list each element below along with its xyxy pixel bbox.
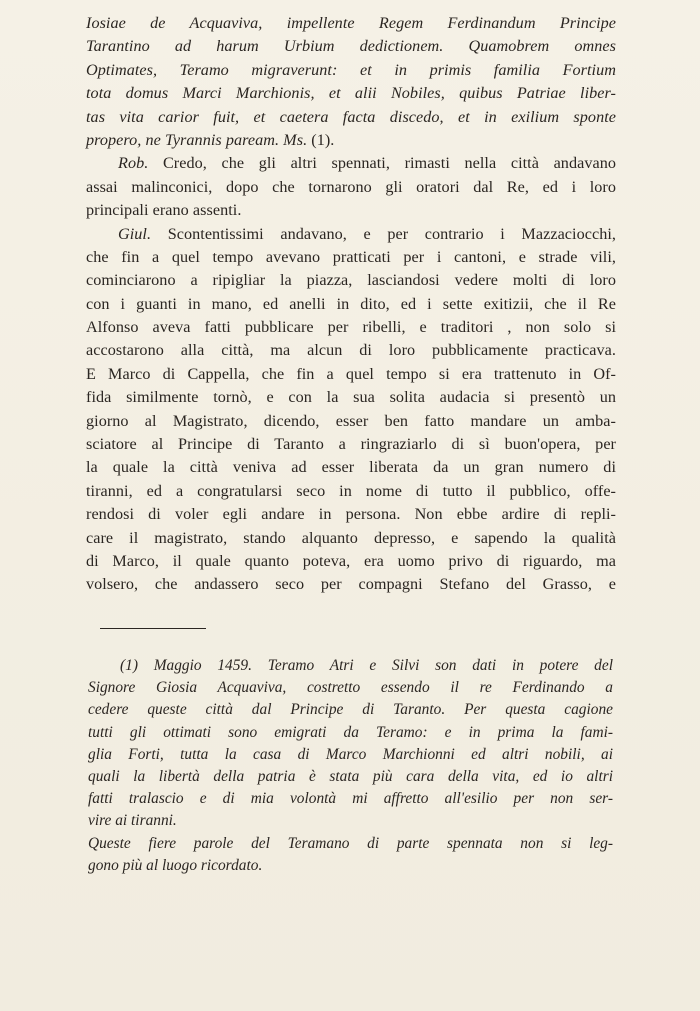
dialogue-text: Credo, che gli altri spennati, rimasti nella città andavano [148, 154, 616, 173]
text-line: assai malinconici, dopo che tornarono gli oratori dal Re, ed i loro [86, 177, 616, 196]
footnote-line: vire ai tiranni. [88, 812, 177, 830]
footnote-line: Queste fiere parole del Teramano di parte spennata non si leg- [88, 834, 613, 852]
text-line: Tarantino ad harum Urbium dedictionem. Quamobrem omnes [86, 37, 616, 56]
text-line: tiranni, ed a congratularsi seco in nome di tutto il pubblico, offe- [86, 481, 616, 500]
text-line: cominciarono a ripigliar la piazza, lasciandosi vedere molti di loro [86, 271, 616, 290]
text-line: la quale la città veniva ad esser liberata da un gran numero di [86, 458, 616, 477]
footnote [88, 655, 613, 877]
text-line: che fin a quel tempo avevano pratticati per i cantoni, e strade vili, [86, 247, 616, 266]
text-line [86, 152, 616, 175]
text-line: sciatore al Principe di Taranto a ringraziarlo di sì buon'opera, per [86, 435, 616, 454]
text-line: fida similmente tornò, e con la sua solita audacia si presentò un [86, 388, 616, 407]
text-line: tota domus Marci Marchionis, et alii Nobiles, quibus Patriae liber- [86, 84, 616, 103]
footnote-line: tutti gli ottimati sono emigrati da Teramo: e in prima la fami- [88, 723, 613, 741]
text-line: tas vita carior fuit, et caetera facta discedo, et in exilium sponte [86, 107, 616, 126]
text-line: Alfonso aveva fatti pubblicare per ribelli, e traditori , non solo si [86, 318, 616, 337]
dialogue-text: Scontentissimi andavano, e per contrario i Mazzaciocchi, [151, 224, 616, 243]
text-line: Optimates, Teramo migraverunt: et in primis familia Fortium [86, 60, 616, 79]
footnote-line: cedere queste città dal Principe di Taranto. Per questa cagione [88, 701, 613, 719]
speaker-label: Rob. [118, 154, 149, 173]
text-line: principali erano assenti. [86, 201, 242, 220]
text-line: care il magistrato, stando alquanto depresso, e sapendo la qualità [86, 528, 616, 547]
text-line: volsero, che andassero seco per compagni Stefano del Grasso, e [86, 575, 616, 594]
footnote-line: quali la libertà della patria è stata più cara della vita, ed io altri [88, 767, 613, 785]
text-line [86, 129, 616, 152]
latin-quote-end: propero, ne Tyrannis paream. Ms. [86, 130, 308, 149]
footnote-line: gono più al luogo ricordato. [88, 856, 263, 874]
footnote-separator [100, 628, 206, 629]
text-line [86, 223, 616, 246]
text-line: giorno al Magistrato, dicendo, esser ben fatto mandare un amba- [86, 411, 616, 430]
footnote-line: fatti tralascio e di mia volontà mi affretto all'esilio per non ser- [88, 790, 613, 808]
text-line: di Marco, il quale quanto poteva, era uomo privo di riguardo, ma [86, 551, 616, 570]
main-text [86, 12, 616, 597]
text-line: E Marco di Cappella, che fin a quel tempo si era trattenuto in Of- [86, 364, 616, 383]
footnote-line: glia Forti, tutta la casa di Marco Marchionni ed altri nobili, ai [88, 745, 613, 763]
text-line: rendosi di voler egli andare in persona. Non ebbe ardire di repli- [86, 505, 616, 524]
footnote-line: Signore Giosia Acquaviva, costretto essendo il re Ferdinando a [88, 679, 613, 697]
text-line: con i guanti in mano, ed anelli in dito, ed i sette exitizii, che il Re [86, 294, 616, 313]
text-line: accostarono alla città, ma alcun di loro pubblicamente practicava. [86, 341, 616, 360]
footnote-reference: (1). [307, 130, 335, 149]
footnote-line: (1) Maggio 1459. Teramo Atri e Silvi son dati in potere del [120, 657, 613, 674]
speaker-label: Giul. [118, 224, 152, 243]
text-line: Iosiae de Acquaviva, impellente Regem Ferdinandum Principe [86, 14, 616, 32]
